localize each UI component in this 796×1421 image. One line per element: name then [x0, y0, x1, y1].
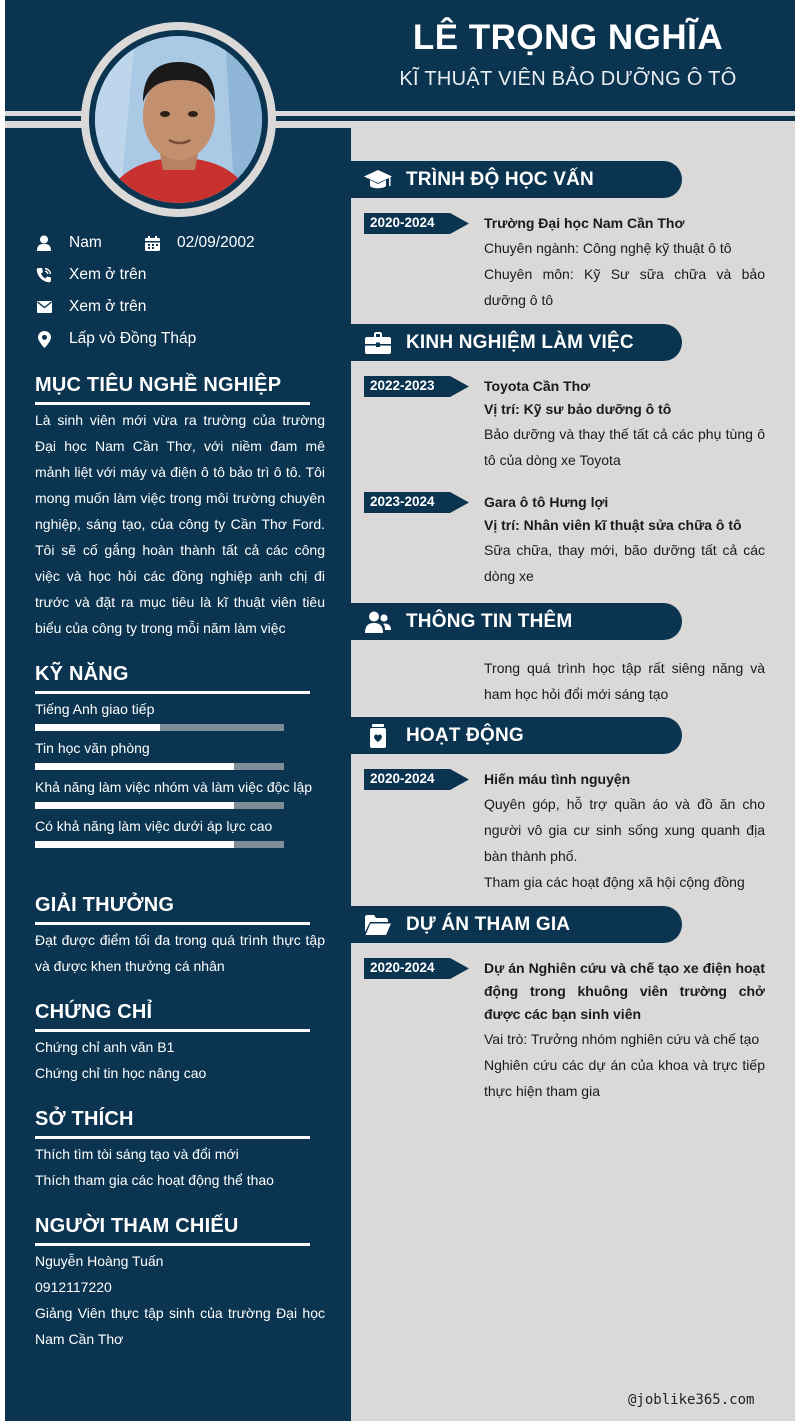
activities-desc: Quyên góp, hỗ trợ quần áo và đồ ăn cho người vô gia cư sinh sống xung quanh địa bàn thành phố. [484, 796, 765, 864]
experience-position: Vị trí: Kỹ sư bảo dưỡng ô tô [484, 401, 672, 417]
education-specialty: Chuyên môn: Kỹ Sư sữa chữa và bảo dưỡng ô tô [484, 266, 765, 308]
objective-title: MỤC TIÊU NGHỀ NGHIỆP [35, 374, 282, 396]
candidate-title: KĨ THUẬT VIÊN BẢO DƯỠNG Ô TÔ [399, 68, 737, 90]
cv-page [5, 0, 795, 1421]
experience-company: Gara ô tô Hưng lợi [484, 494, 609, 510]
experience-date: 2022-2023 [370, 378, 435, 393]
skills-title: KỸ NĂNG [35, 663, 129, 685]
projects-desc: Nghiên cứu các dự án của khoa và trực tiếp thực hiện tham gia [484, 1057, 765, 1099]
skill-bar-fill [35, 802, 234, 809]
reference-title: NGƯỜI THAM CHIẾU [35, 1215, 239, 1237]
objective-text: Là sinh viên mới vừa ra trường của trường Đại học Nam Cần Thơ, với niềm đam mê mảnh liệt với máy và điện ô tô bảo trì ô tô. Tôi mong muốn làm việc trong môi trường chuyên nghiệp, sáng tạo, của công ty Cần Thơ Ford. Tôi sẽ cố gắng hoàn thành tất cả các công việc và học hỏi các đồng nghiệp anh chị đi trước và đặt ra mục tiêu là kĩ thuật viên tiêu biểu của công ty trong mỗi năm làm việc [35, 412, 325, 636]
calendar-icon [143, 234, 161, 252]
hobby-item: Thích tìm tòi sáng tạo và đổi mới [35, 1146, 239, 1162]
skills-rule [35, 691, 310, 694]
skill-bar [35, 724, 284, 731]
projects-role: Vai trò: Trưởng nhóm nghiên cứu và chế tạo [484, 1031, 760, 1047]
skill-bar-fill [35, 724, 160, 731]
watermark: @joblike365.com [628, 1392, 755, 1408]
gender-value: Nam [69, 234, 102, 251]
experience-date-tag [364, 376, 469, 397]
experience-position: Vị trí: Nhân viên kĩ thuật sửa chữa ô tô [484, 517, 742, 533]
objective-section [35, 374, 325, 641]
reference-position: Giảng Viên thực tập sinh của trường Đại học Nam Cần Thơ [35, 1305, 325, 1347]
candidate-name: LÊ TRỌNG NGHĨA [412, 18, 724, 57]
education-title: TRÌNH ĐỘ HỌC VẤN [406, 168, 594, 190]
certificates-rule [35, 1029, 310, 1032]
activities-date: 2020-2024 [370, 771, 435, 786]
education-entry [484, 212, 765, 313]
experience-desc: Bảo dưỡng và thay thế tất cả các phụ tùng ô tô của dòng xe Toyota [484, 426, 765, 468]
hobby-item: Thích tham gia các hoạt động thể thao [35, 1172, 274, 1188]
experience-title: KINH NGHIỆM LÀM VIỆC [406, 331, 634, 353]
skill-bar [35, 763, 284, 770]
awards-section [35, 894, 325, 979]
briefcase-icon [364, 329, 392, 357]
education-major: Chuyên ngành: Công nghệ kỹ thuật ô tô [484, 240, 732, 256]
skill-label: Khả năng làm việc nhóm và làm việc độc lập [35, 779, 313, 795]
experience-entry [484, 491, 765, 589]
certificate-item: Chứng chỉ tin học nâng cao [35, 1065, 207, 1081]
projects-name: Dự án Nghiên cứu và chế tạo xe điện hoạt động trong khuông viên trường chở được các bạn sinh viên [484, 960, 765, 1022]
awards-text: Đạt được điểm tối đa trong quá trình thực tập và được khen thưởng cá nhân [35, 932, 325, 974]
skill-bar [35, 841, 284, 848]
certificates-section [35, 1001, 325, 1086]
hobbies-title: SỞ THÍCH [35, 1108, 134, 1130]
birthdate-value: 02/09/2002 [177, 234, 255, 251]
projects-title: DỰ ÁN THAM GIA [406, 913, 571, 935]
activity-icon [364, 722, 392, 750]
folder-icon [364, 911, 392, 939]
hobbies-rule [35, 1136, 310, 1139]
phone-icon [35, 266, 53, 284]
projects-date: 2020-2024 [370, 960, 435, 975]
users-icon [364, 608, 392, 636]
experience-date: 2023-2024 [370, 494, 435, 509]
address-value: Lấp vò Đồng Tháp [69, 330, 197, 347]
experience-company: Toyota Cần Thơ [484, 378, 591, 394]
activities-date-tag [364, 769, 469, 790]
reference-rule [35, 1243, 310, 1246]
user-icon [35, 234, 53, 252]
experience-date-tag [364, 492, 469, 513]
location-pin-icon [35, 330, 53, 348]
phone-row [35, 266, 146, 284]
awards-title: GIẢI THƯỞNG [35, 894, 175, 916]
activities-banner [351, 717, 682, 754]
skills-section [35, 663, 325, 848]
skill-label: Tiếng Anh giao tiếp [35, 701, 155, 717]
additional-text: Trong quá trình học tập rất siêng năng và ham học hỏi đổi mới sáng tạo [484, 660, 765, 702]
skill-label: Có khả năng làm việc dưới áp lực cao [35, 818, 273, 834]
hobbies-section [35, 1108, 325, 1193]
certificates-title: CHỨNG CHỈ [35, 1001, 153, 1023]
activities-entry [484, 768, 765, 895]
skill-item [35, 778, 325, 809]
education-date: 2020-2024 [370, 215, 435, 230]
skills-list [35, 700, 325, 848]
awards-rule [35, 922, 310, 925]
experience-banner [351, 324, 682, 361]
gender-row [35, 234, 102, 252]
email-row [35, 298, 146, 316]
projects-date-tag [364, 958, 469, 979]
reference-phone: 0912117220 [35, 1279, 112, 1295]
additional-entry [484, 655, 765, 707]
skill-bar [35, 802, 284, 809]
education-date-tag [364, 213, 469, 234]
reference-name: Nguyễn Hoàng Tuấn [35, 1253, 164, 1269]
address-row [35, 330, 196, 348]
objective-rule [35, 402, 310, 405]
graduation-cap-icon [364, 166, 392, 194]
education-banner [351, 161, 682, 198]
experience-desc: Sữa chữa, thay mới, bão dưỡng tất cả các dòng xe [484, 542, 765, 584]
experience-entry [484, 375, 765, 473]
mail-icon [35, 298, 53, 316]
additional-title: THÔNG TIN THÊM [406, 610, 573, 632]
projects-banner [351, 906, 682, 943]
skill-item [35, 739, 325, 770]
reference-section [35, 1215, 325, 1352]
email-value: Xem ở trên [69, 298, 147, 315]
activities-desc: Tham gia các hoạt động xã hội cộng đồng [484, 874, 745, 890]
projects-entry [484, 957, 765, 1104]
skill-label: Tin học văn phòng [35, 740, 150, 756]
education-school: Trường Đại học Nam Cần Thơ [484, 215, 685, 231]
skill-item [35, 817, 325, 848]
additional-banner [351, 603, 682, 640]
certificate-item: Chứng chỉ anh văn B1 [35, 1039, 175, 1055]
avatar [95, 36, 262, 203]
phone-value: Xem ở trên [69, 266, 147, 283]
skill-bar-fill [35, 841, 234, 848]
birthdate-row [143, 234, 255, 252]
skill-item [35, 700, 325, 731]
activities-name: Hiến máu tình nguyện [484, 771, 631, 787]
skill-bar-fill [35, 763, 234, 770]
activities-title: HOẠT ĐỘNG [406, 724, 524, 746]
